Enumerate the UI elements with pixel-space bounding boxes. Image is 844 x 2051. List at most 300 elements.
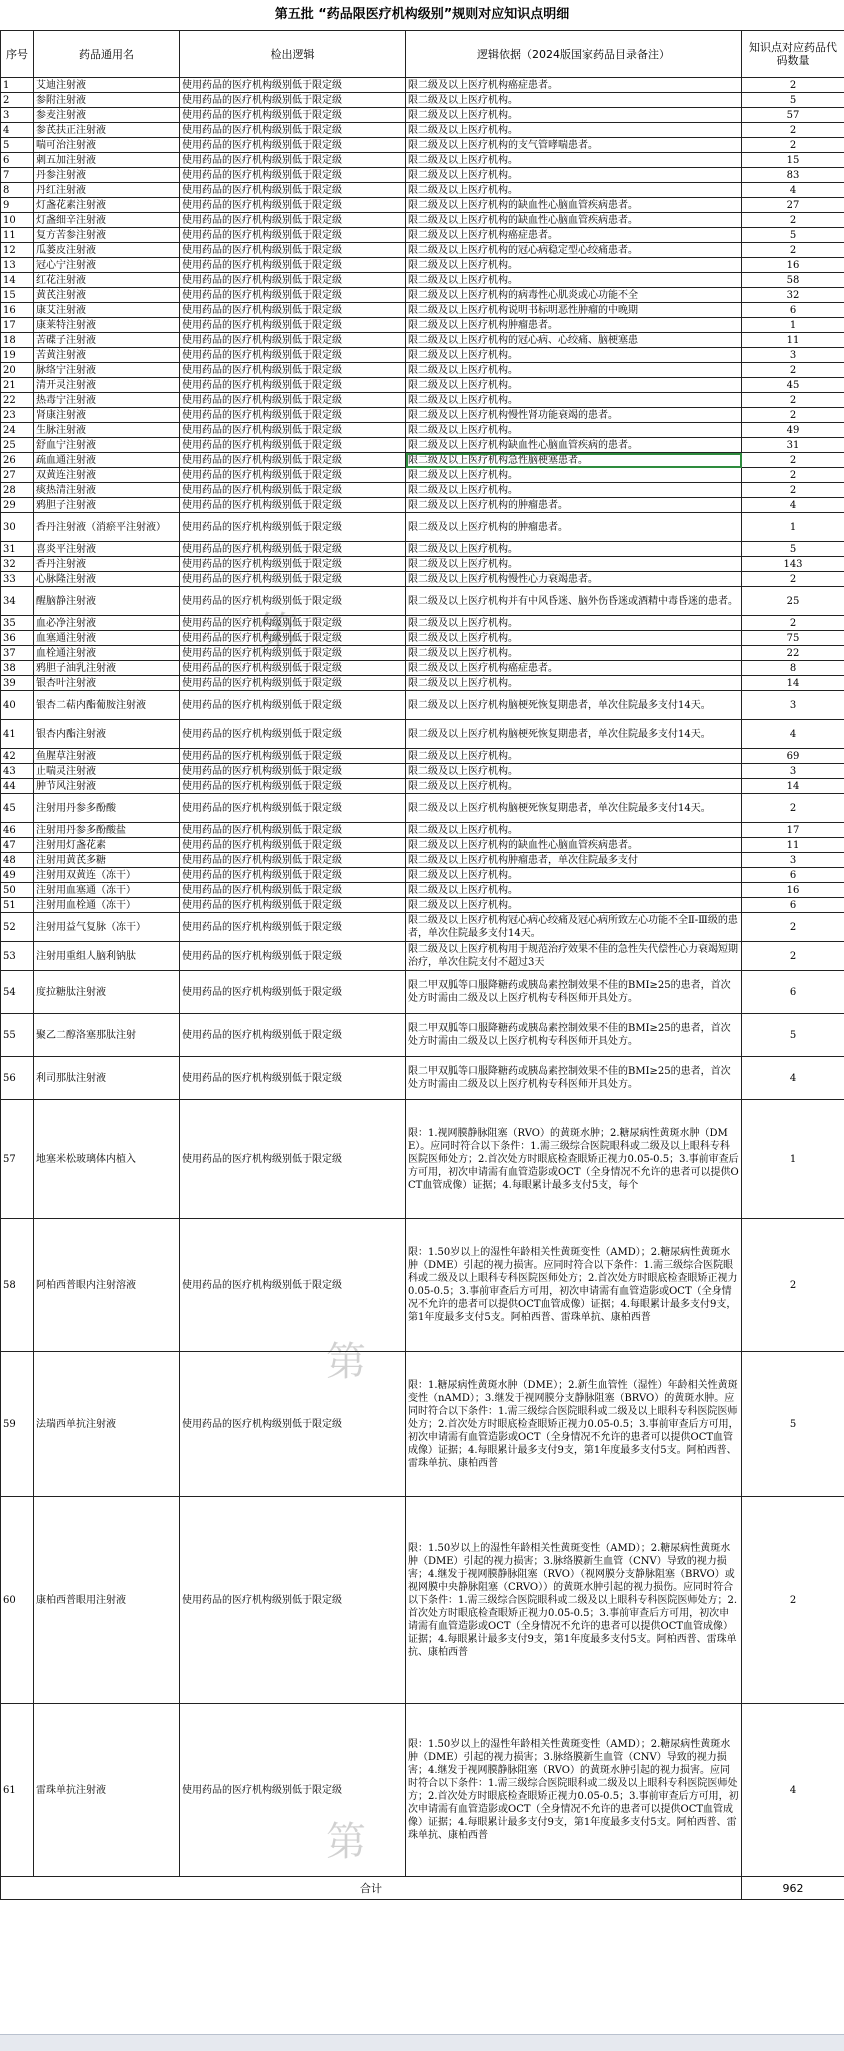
- cell-logic: 使用药品的医疗机构级别低于限定级: [180, 153, 406, 168]
- cell-drug-name: 香丹注射液（消瘀平注射液）: [34, 513, 180, 542]
- cell-basis: 限二级及以上医疗机构冠心病心绞痛及冠心病所致左心功能不全Ⅱ-Ⅲ级的患者，单次住院最多支付14天。: [406, 913, 742, 942]
- cell-count: 5: [742, 228, 844, 243]
- cell-logic: 使用药品的医疗机构级别低于限定级: [180, 661, 406, 676]
- cell-drug-name: 红花注射液: [34, 273, 180, 288]
- cell-count: 2: [742, 468, 844, 483]
- table-row: [1, 408, 844, 423]
- table-row: [1, 198, 844, 213]
- cell-logic: 使用药品的医疗机构级别低于限定级: [180, 123, 406, 138]
- cell-drug-name: 利司那肽注射液: [34, 1057, 180, 1100]
- cell-no: 43: [1, 764, 34, 779]
- cell-no: 21: [1, 378, 34, 393]
- cell-no: 32: [1, 557, 34, 572]
- cell-drug-name: 银杏叶注射液: [34, 676, 180, 691]
- cell-drug-name: 喜炎平注射液: [34, 542, 180, 557]
- cell-no: 33: [1, 572, 34, 587]
- cell-no: 39: [1, 676, 34, 691]
- table-row: [1, 78, 844, 93]
- cell-count: 6: [742, 898, 844, 913]
- cell-basis: 限二级及以上医疗机构。: [406, 168, 742, 183]
- cell-no: 38: [1, 661, 34, 676]
- table-row: [1, 513, 844, 542]
- table-row: [1, 378, 844, 393]
- cell-no: 40: [1, 691, 34, 720]
- cell-basis: 限二级及以上医疗机构的病毒性心肌炎或心功能不全: [406, 288, 742, 303]
- total-value: 962: [742, 1877, 844, 1900]
- table-row: [1, 942, 844, 971]
- cell-logic: 使用药品的医疗机构级别低于限定级: [180, 258, 406, 273]
- cell-basis: 限二级及以上医疗机构慢性肾功能衰竭的患者。: [406, 408, 742, 423]
- cell-count: 17: [742, 823, 844, 838]
- cell-logic: 使用药品的医疗机构级别低于限定级: [180, 898, 406, 913]
- cell-no: 34: [1, 587, 34, 616]
- cell-no: 26: [1, 453, 34, 468]
- table-row: [1, 1219, 844, 1352]
- cell-basis: 限二级及以上医疗机构。: [406, 108, 742, 123]
- cell-count: 8: [742, 661, 844, 676]
- cell-logic: 使用药品的医疗机构级别低于限定级: [180, 453, 406, 468]
- cell-basis: 限二级及以上医疗机构的肿瘤患者。: [406, 513, 742, 542]
- cell-logic: 使用药品的医疗机构级别低于限定级: [180, 764, 406, 779]
- cell-basis: 限二级及以上医疗机构。: [406, 123, 742, 138]
- cell-drug-name: 阿柏西普眼内注射溶液: [34, 1219, 180, 1352]
- cell-count: 58: [742, 273, 844, 288]
- table-row: [1, 168, 844, 183]
- table-row: [1, 794, 844, 823]
- cell-basis: 限：1.50岁以上的湿性年龄相关性黄斑变性（AMD）；2.糖尿病性黄斑水肿（DME）引起的视力损害。应同时符合以下条件：1.需三级综合医院眼科或二级及以上眼科专科医院医师处方；2.首次处方时眼底检查眼矫正视力0.05-0.5；3.事前审查后方可用，初次申请需有血管造影或OCT（全身情况不允许的患者可以提供OCT血管成像）证据；4.每眼累计最多支付9支，第1年度最多支付5支。阿柏西普、雷珠单抗、康柏西普: [406, 1219, 742, 1352]
- table-row: [1, 243, 844, 258]
- cell-logic: 使用药品的医疗机构级别低于限定级: [180, 691, 406, 720]
- cell-no: 47: [1, 838, 34, 853]
- table-row: [1, 288, 844, 303]
- cell-no: 11: [1, 228, 34, 243]
- cell-drug-name: 参附注射液: [34, 93, 180, 108]
- cell-count: 22: [742, 646, 844, 661]
- cell-logic: 使用药品的医疗机构级别低于限定级: [180, 868, 406, 883]
- cell-count: 3: [742, 764, 844, 779]
- table-row: [1, 1352, 844, 1497]
- cell-drug-name: 丹参注射液: [34, 168, 180, 183]
- cell-count: 25: [742, 587, 844, 616]
- cell-no: 44: [1, 779, 34, 794]
- cell-drug-name: 注射用血栓通（冻干）: [34, 898, 180, 913]
- cell-basis: 限二级及以上医疗机构。: [406, 93, 742, 108]
- cell-no: 37: [1, 646, 34, 661]
- table-row: [1, 438, 844, 453]
- cell-no: 2: [1, 93, 34, 108]
- cell-drug-name: 清开灵注射液: [34, 378, 180, 393]
- cell-basis: 限：1.视网膜静脉阻塞（RVO）的黄斑水肿；2.糖尿病性黄斑水肿（DME）。应同时符合以下条件：1.需三级综合医院眼科或二级及以上眼科专科医院医师处方；2.首次处方时眼底检查眼矫正视力0.05-0.5；3.事前审查后方可用，初次申请需有血管造影或OCT（全身情况不允许的患者可以提供OCT血管成像）证据；4.每眼累计最多支付5支，每个: [406, 1100, 742, 1219]
- table-row: [1, 183, 844, 198]
- cell-drug-name: 注射用黄芪多糖: [34, 853, 180, 868]
- cell-drug-name: 瓜蒌皮注射液: [34, 243, 180, 258]
- cell-logic: 使用药品的医疗机构级别低于限定级: [180, 243, 406, 258]
- cell-no: 9: [1, 198, 34, 213]
- table-row: [1, 93, 844, 108]
- cell-basis: 限二级及以上医疗机构。: [406, 153, 742, 168]
- cell-basis: 限二级及以上医疗机构缺血性心脑血管疾病的患者。: [406, 438, 742, 453]
- cell-logic: 使用药品的医疗机构级别低于限定级: [180, 1704, 406, 1877]
- cell-no: 23: [1, 408, 34, 423]
- table-row: [1, 542, 844, 557]
- cell-basis: 限二级及以上医疗机构说明书标明恶性肿瘤的中晚期: [406, 303, 742, 318]
- cell-count: 2: [742, 138, 844, 153]
- cell-no: 41: [1, 720, 34, 749]
- knowledge-table: [0, 30, 844, 1900]
- cell-count: 2: [742, 363, 844, 378]
- cell-drug-name: 地塞米松玻璃体内植入: [34, 1100, 180, 1219]
- cell-basis: 限二级及以上医疗机构。: [406, 616, 742, 631]
- cell-count: 6: [742, 303, 844, 318]
- cell-logic: 使用药品的医疗机构级别低于限定级: [180, 408, 406, 423]
- cell-logic: 使用药品的医疗机构级别低于限定级: [180, 183, 406, 198]
- cell-count: 6: [742, 868, 844, 883]
- cell-logic: 使用药品的医疗机构级别低于限定级: [180, 363, 406, 378]
- cell-logic: 使用药品的医疗机构级别低于限定级: [180, 168, 406, 183]
- table-row: [1, 108, 844, 123]
- table-row: [1, 971, 844, 1014]
- cell-logic: 使用药品的医疗机构级别低于限定级: [180, 616, 406, 631]
- cell-count: 14: [742, 779, 844, 794]
- cell-logic: 使用药品的医疗机构级别低于限定级: [180, 423, 406, 438]
- cell-no: 59: [1, 1352, 34, 1497]
- table-row: [1, 557, 844, 572]
- cell-count: 5: [742, 542, 844, 557]
- cell-count: 2: [742, 616, 844, 631]
- cell-drug-name: 度拉糖肽注射液: [34, 971, 180, 1014]
- cell-drug-name: 鸦胆子注射液: [34, 498, 180, 513]
- cell-basis: 限二级及以上医疗机构。: [406, 378, 742, 393]
- cell-basis: 限二级及以上医疗机构肿瘤患者，单次住院最多支付: [406, 853, 742, 868]
- cell-count: 2: [742, 794, 844, 823]
- cell-drug-name: 丹红注射液: [34, 183, 180, 198]
- cell-no: 19: [1, 348, 34, 363]
- cell-basis: 限二级及以上医疗机构脑梗死恢复期患者，单次住院最多支付14天。: [406, 691, 742, 720]
- table-row: [1, 631, 844, 646]
- cell-no: 53: [1, 942, 34, 971]
- cell-logic: 使用药品的医疗机构级别低于限定级: [180, 438, 406, 453]
- cell-count: 2: [742, 243, 844, 258]
- table-row: [1, 1100, 844, 1219]
- cell-logic: 使用药品的医疗机构级别低于限定级: [180, 883, 406, 898]
- cell-basis: 限：1.糖尿病性黄斑水肿（DME）；2.新生血管性（湿性）年龄相关性黄斑变性（nAMD）；3.继发于视网膜分支静脉阻塞（BRVO）的黄斑水肿。应同时符合以下条件：1.需三级综合医院眼科或二级及以上眼科专科医院医师处方；2.首次处方时眼底检查眼矫正视力0.05-0.5；3.事前审查后方可用，初次申请需有血管造影或OCT（全身情况不允许的患者可以提供OCT血管成像）证据；4.每眼累计最多支付9支，第1年度最多支付5支。阿柏西普、雷珠单抗、康柏西普: [406, 1352, 742, 1497]
- cell-drug-name: 苦碟子注射液: [34, 333, 180, 348]
- cell-no: 5: [1, 138, 34, 153]
- cell-no: 49: [1, 868, 34, 883]
- cell-basis: 限二级及以上医疗机构。: [406, 749, 742, 764]
- cell-drug-name: 血栓通注射液: [34, 646, 180, 661]
- cell-logic: 使用药品的医疗机构级别低于限定级: [180, 631, 406, 646]
- cell-logic: 使用药品的医疗机构级别低于限定级: [180, 498, 406, 513]
- cell-no: 50: [1, 883, 34, 898]
- table-row: [1, 1497, 844, 1704]
- cell-drug-name: 鱼腥草注射液: [34, 749, 180, 764]
- header-basis: 逻辑依据（2024版国家药品目录备注）: [406, 31, 742, 78]
- cell-logic: 使用药品的医疗机构级别低于限定级: [180, 853, 406, 868]
- table-row: [1, 868, 844, 883]
- cell-drug-name: 生脉注射液: [34, 423, 180, 438]
- cell-basis: 限二级及以上医疗机构肿瘤患者。: [406, 318, 742, 333]
- cell-basis: 限二甲双胍等口服降糖药或胰岛素控制效果不佳的BMI≥25的患者，首次处方时需由二级及以上医疗机构专科医师开具处方。: [406, 1014, 742, 1057]
- cell-drug-name: 醒脑静注射液: [34, 587, 180, 616]
- cell-count: 11: [742, 333, 844, 348]
- cell-logic: 使用药品的医疗机构级别低于限定级: [180, 348, 406, 363]
- cell-count: 11: [742, 838, 844, 853]
- cell-logic: 使用药品的医疗机构级别低于限定级: [180, 483, 406, 498]
- cell-no: 4: [1, 123, 34, 138]
- cell-count: 1: [742, 318, 844, 333]
- cell-no: 3: [1, 108, 34, 123]
- cell-no: 7: [1, 168, 34, 183]
- cell-count: 2: [742, 1219, 844, 1352]
- cell-no: 60: [1, 1497, 34, 1704]
- cell-no: 56: [1, 1057, 34, 1100]
- cell-drug-name: 注射用双黄连（冻干）: [34, 868, 180, 883]
- cell-drug-name: 注射用重组人脑利钠肽: [34, 942, 180, 971]
- cell-basis: 限二级及以上医疗机构。: [406, 779, 742, 794]
- cell-drug-name: 注射用灯盏花素: [34, 838, 180, 853]
- cell-drug-name: 注射用益气复脉（冻干）: [34, 913, 180, 942]
- cell-logic: 使用药品的医疗机构级别低于限定级: [180, 542, 406, 557]
- cell-no: 10: [1, 213, 34, 228]
- cell-drug-name: 灯盏花素注射液: [34, 198, 180, 213]
- cell-drug-name: 法瑞西单抗注射液: [34, 1352, 180, 1497]
- cell-logic: 使用药品的医疗机构级别低于限定级: [180, 318, 406, 333]
- table-row: [1, 423, 844, 438]
- cell-count: 69: [742, 749, 844, 764]
- cell-drug-name: 苦黄注射液: [34, 348, 180, 363]
- cell-count: 3: [742, 691, 844, 720]
- cell-basis: 限二甲双胍等口服降糖药或胰岛素控制效果不佳的BMI≥25的患者，首次处方时需由二级及以上医疗机构专科医师开具处方。: [406, 971, 742, 1014]
- cell-count: 2: [742, 572, 844, 587]
- table-row: [1, 348, 844, 363]
- cell-logic: 使用药品的医疗机构级别低于限定级: [180, 1100, 406, 1219]
- cell-count: 3: [742, 853, 844, 868]
- table-row: [1, 258, 844, 273]
- cell-logic: 使用药品的医疗机构级别低于限定级: [180, 303, 406, 318]
- cell-no: 27: [1, 468, 34, 483]
- cell-no: 36: [1, 631, 34, 646]
- cell-logic: 使用药品的医疗机构级别低于限定级: [180, 378, 406, 393]
- cell-count: 49: [742, 423, 844, 438]
- cell-logic: 使用药品的医疗机构级别低于限定级: [180, 1497, 406, 1704]
- table-row: [1, 1014, 844, 1057]
- cell-drug-name: 疏血通注射液: [34, 453, 180, 468]
- cell-count: 15: [742, 153, 844, 168]
- cell-no: 15: [1, 288, 34, 303]
- cell-drug-name: 冠心宁注射液: [34, 258, 180, 273]
- cell-basis: 限二级及以上医疗机构脑梗死恢复期患者，单次住院最多支付14天。: [406, 720, 742, 749]
- cell-basis: 限二级及以上医疗机构脑梗死恢复期患者，单次住院最多支付14天。: [406, 794, 742, 823]
- cell-logic: 使用药品的医疗机构级别低于限定级: [180, 749, 406, 764]
- cell-no: 1: [1, 78, 34, 93]
- cell-basis: 限二级及以上医疗机构。: [406, 883, 742, 898]
- cell-basis: 限二级及以上医疗机构。: [406, 542, 742, 557]
- cell-count: 4: [742, 183, 844, 198]
- cell-no: 20: [1, 363, 34, 378]
- cell-drug-name: 血塞通注射液: [34, 631, 180, 646]
- cell-count: 5: [742, 93, 844, 108]
- cell-basis: 限二级及以上医疗机构用于规范治疗效果不佳的急性失代偿性心力衰竭短期治疗，单次住院支付不超过3天: [406, 942, 742, 971]
- sheet-status-bar: [0, 2034, 844, 2051]
- header-count: 知识点对应药品代码数量: [742, 31, 844, 78]
- cell-basis: 限二级及以上医疗机构。: [406, 258, 742, 273]
- table-row: [1, 676, 844, 691]
- table-row: [1, 318, 844, 333]
- cell-basis: 限二级及以上医疗机构。: [406, 557, 742, 572]
- cell-basis: 限二级及以上医疗机构。: [406, 676, 742, 691]
- cell-logic: 使用药品的医疗机构级别低于限定级: [180, 468, 406, 483]
- cell-logic: 使用药品的医疗机构级别低于限定级: [180, 823, 406, 838]
- cell-drug-name: 热毒宁注射液: [34, 393, 180, 408]
- cell-drug-name: 聚乙二醇洛塞那肽注射: [34, 1014, 180, 1057]
- cell-count: 4: [742, 1057, 844, 1100]
- cell-logic: 使用药品的医疗机构级别低于限定级: [180, 971, 406, 1014]
- cell-no: 25: [1, 438, 34, 453]
- cell-basis: 限二级及以上医疗机构的支气管哮喘患者。: [406, 138, 742, 153]
- table-row: [1, 616, 844, 631]
- cell-logic: 使用药品的医疗机构级别低于限定级: [180, 333, 406, 348]
- cell-no: 52: [1, 913, 34, 942]
- cell-count: 2: [742, 942, 844, 971]
- cell-basis: 限二级及以上医疗机构。: [406, 646, 742, 661]
- table-row: [1, 333, 844, 348]
- table-row: [1, 883, 844, 898]
- cell-count: 14: [742, 676, 844, 691]
- cell-drug-name: 康莱特注射液: [34, 318, 180, 333]
- cell-drug-name: 康艾注射液: [34, 303, 180, 318]
- cell-count: 31: [742, 438, 844, 453]
- cell-no: 31: [1, 542, 34, 557]
- cell-logic: 使用药品的医疗机构级别低于限定级: [180, 228, 406, 243]
- cell-count: 2: [742, 408, 844, 423]
- cell-basis: 限二级及以上医疗机构。: [406, 183, 742, 198]
- cell-logic: 使用药品的医疗机构级别低于限定级: [180, 1352, 406, 1497]
- cell-no: 61: [1, 1704, 34, 1877]
- table-row: [1, 691, 844, 720]
- cell-count: 4: [742, 720, 844, 749]
- cell-logic: 使用药品的医疗机构级别低于限定级: [180, 676, 406, 691]
- cell-logic: 使用药品的医疗机构级别低于限定级: [180, 1057, 406, 1100]
- cell-count: 5: [742, 1014, 844, 1057]
- cell-basis: 限二级及以上医疗机构的缺血性心脑血管疾病患者。: [406, 213, 742, 228]
- table-row: [1, 587, 844, 616]
- cell-drug-name: 止喘灵注射液: [34, 764, 180, 779]
- cell-drug-name: 舒血宁注射液: [34, 438, 180, 453]
- cell-drug-name: 喘可治注射液: [34, 138, 180, 153]
- cell-no: 57: [1, 1100, 34, 1219]
- cell-basis: 限二级及以上医疗机构的缺血性心脑血管疾病患者。: [406, 198, 742, 213]
- cell-count: 45: [742, 378, 844, 393]
- table-row: [1, 228, 844, 243]
- cell-no: 35: [1, 616, 34, 631]
- cell-basis: 限二级及以上医疗机构。: [406, 363, 742, 378]
- cell-drug-name: 注射用丹参多酚酸: [34, 794, 180, 823]
- cell-count: 2: [742, 123, 844, 138]
- cell-drug-name: 复方苦参注射液: [34, 228, 180, 243]
- cell-drug-name: 参芪扶正注射液: [34, 123, 180, 138]
- cell-count: 3: [742, 348, 844, 363]
- cell-logic: 使用药品的医疗机构级别低于限定级: [180, 78, 406, 93]
- cell-basis: 限二级及以上医疗机构。: [406, 468, 742, 483]
- cell-no: 48: [1, 853, 34, 868]
- table-row: [1, 363, 844, 378]
- cell-count: 16: [742, 883, 844, 898]
- cell-basis: 限二级及以上医疗机构的冠心病、心绞痛、脑梗塞患: [406, 333, 742, 348]
- cell-basis: 限二级及以上医疗机构癌症患者。: [406, 78, 742, 93]
- cell-drug-name: 痰热清注射液: [34, 483, 180, 498]
- cell-logic: 使用药品的医疗机构级别低于限定级: [180, 794, 406, 823]
- cell-logic: 使用药品的医疗机构级别低于限定级: [180, 942, 406, 971]
- table-row: [1, 853, 844, 868]
- cell-drug-name: 银杏内酯注射液: [34, 720, 180, 749]
- cell-no: 14: [1, 273, 34, 288]
- cell-no: 12: [1, 243, 34, 258]
- cell-no: 18: [1, 333, 34, 348]
- table-row: [1, 468, 844, 483]
- cell-drug-name: 黄芪注射液: [34, 288, 180, 303]
- cell-logic: 使用药品的医疗机构级别低于限定级: [180, 108, 406, 123]
- cell-basis: 限二级及以上医疗机构。: [406, 868, 742, 883]
- table-row: [1, 646, 844, 661]
- table-header-row: [1, 31, 844, 78]
- table-row: [1, 1057, 844, 1100]
- cell-logic: 使用药品的医疗机构级别低于限定级: [180, 779, 406, 794]
- cell-drug-name: 康柏西普眼用注射液: [34, 1497, 180, 1704]
- cell-logic: 使用药品的医疗机构级别低于限定级: [180, 572, 406, 587]
- cell-logic: 使用药品的医疗机构级别低于限定级: [180, 838, 406, 853]
- table-row: [1, 453, 844, 468]
- cell-count: 4: [742, 1704, 844, 1877]
- cell-basis: 限二级及以上医疗机构。: [406, 764, 742, 779]
- table-row: [1, 779, 844, 794]
- header-name: 药品通用名: [34, 31, 180, 78]
- cell-count: 2: [742, 78, 844, 93]
- table-row: [1, 661, 844, 676]
- cell-count: 2: [742, 453, 844, 468]
- table-row: [1, 273, 844, 288]
- cell-basis: 限二级及以上医疗机构急性脑梗塞患者。: [406, 453, 742, 468]
- table-row: [1, 393, 844, 408]
- cell-count: 1: [742, 513, 844, 542]
- cell-no: 58: [1, 1219, 34, 1352]
- cell-basis: 限二级及以上医疗机构。: [406, 898, 742, 913]
- cell-basis: 限二级及以上医疗机构。: [406, 631, 742, 646]
- cell-logic: 使用药品的医疗机构级别低于限定级: [180, 1219, 406, 1352]
- cell-basis: 限二级及以上医疗机构。: [406, 273, 742, 288]
- cell-logic: 使用药品的医疗机构级别低于限定级: [180, 587, 406, 616]
- cell-drug-name: 脉络宁注射液: [34, 363, 180, 378]
- total-row: [1, 1877, 844, 1900]
- cell-logic: 使用药品的医疗机构级别低于限定级: [180, 273, 406, 288]
- cell-basis: 限二级及以上医疗机构癌症患者。: [406, 228, 742, 243]
- cell-logic: 使用药品的医疗机构级别低于限定级: [180, 557, 406, 572]
- cell-logic: 使用药品的医疗机构级别低于限定级: [180, 913, 406, 942]
- cell-no: 17: [1, 318, 34, 333]
- cell-basis: 限二级及以上医疗机构。: [406, 823, 742, 838]
- cell-drug-name: 香丹注射液: [34, 557, 180, 572]
- cell-count: 1: [742, 1100, 844, 1219]
- cell-drug-name: 灯盏细辛注射液: [34, 213, 180, 228]
- cell-logic: 使用药品的医疗机构级别低于限定级: [180, 93, 406, 108]
- cell-basis: 限二级及以上医疗机构。: [406, 393, 742, 408]
- cell-basis: 限二级及以上医疗机构的缺血性心脑血管疾病患者。: [406, 838, 742, 853]
- cell-logic: 使用药品的医疗机构级别低于限定级: [180, 138, 406, 153]
- cell-no: 42: [1, 749, 34, 764]
- table-row: [1, 303, 844, 318]
- cell-no: 45: [1, 794, 34, 823]
- cell-drug-name: 肾康注射液: [34, 408, 180, 423]
